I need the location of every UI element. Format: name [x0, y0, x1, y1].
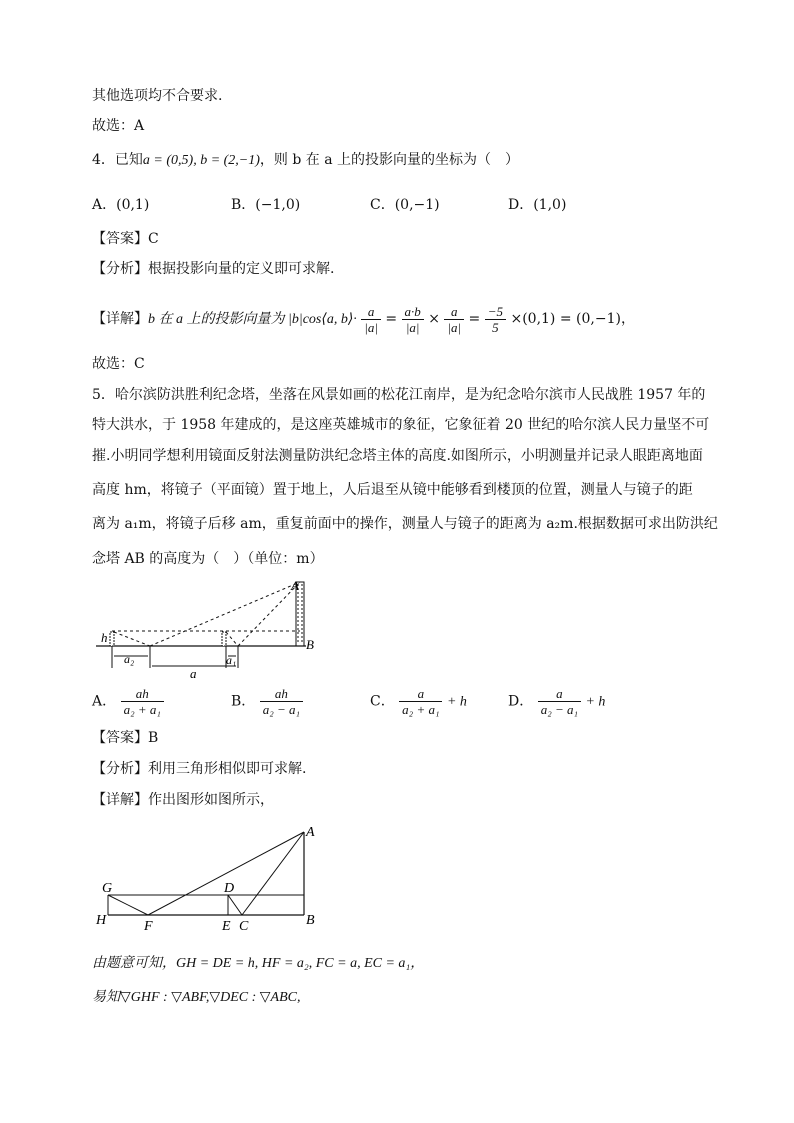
q5-paragraph: 摧.小明同学想利用镜面反射法测量防洪纪念塔主体的高度.如图所示，小明测量并记录人眼距离地面	[92, 448, 703, 464]
q5-paragraph: 高度 hm，将镜子（平面镜）置于地上，人后退至从镜中能够看到楼顶的位置，测量人与镜子的距	[92, 482, 693, 498]
q4-analysis: 【分析】根据投影向量的定义即可求解.	[92, 261, 335, 277]
label-F: F	[144, 919, 153, 930]
q5-answer: 【答案】B	[92, 730, 159, 746]
label-a1: a₁	[226, 653, 237, 667]
q4-choose: 故选：C	[92, 356, 145, 372]
q5-similar: 易知▽GHF : ▽ABF,▽DEC : ▽ABC,	[92, 990, 301, 1005]
label-D: D	[224, 881, 235, 896]
fraction: $\frac{a\cdot b}{|a|}$	[402, 304, 424, 335]
label-C: C	[239, 919, 249, 930]
q5-paragraph: 离为 a₁m，将镜子后移 am，重复前面中的操作，测量人与镜子的距离为 a₂m.根据数据可求出防洪纪	[92, 516, 718, 532]
label-H: H	[96, 913, 107, 928]
q5-known: 由题意可知，GH = DE = h, HF = a₂, FC = a, EC = a₁，	[92, 956, 425, 971]
q5-analysis: 【分析】利用三角形相似即可求解.	[92, 761, 307, 777]
q4-option-a: A．(0,1)	[92, 197, 150, 213]
q4-answer: 【答案】C	[92, 231, 159, 247]
tower-mirror-figure	[92, 576, 324, 684]
fraction: $\frac{-5}{5}$	[485, 304, 506, 335]
label-E: E	[222, 919, 231, 930]
label-B: B	[306, 913, 315, 928]
q4-detail: 【详解】b 在 a 上的投影向量为 |b|cos⟨a, b⟩· $\frac{a}{|a|}$ = $\frac{a\cdot b}{|a|}$ × $\frac{a}{|a|}$ = $\frac{-5}{5}$ ×(0,1) = (0,−1)，	[92, 303, 635, 335]
similar-triangles-figure	[92, 820, 324, 930]
q5-option-a: A． $\frac{ah}{\text{a₂ + a₁}}$	[92, 686, 164, 717]
q5-option-d: D． $\frac{a}{\text{a₂ − a₁}}$ + h	[508, 686, 606, 717]
q4-stem: 4．已知a = (0,5), b = (2,−1)，则 b 在 a 上的投影向量的坐标为（ ）	[92, 152, 520, 168]
q5-option-b: B． $\frac{ah}{\text{a₂ − a₁}}$	[231, 686, 303, 717]
label-A: A	[291, 578, 299, 593]
fraction: $\frac{a}{|a|}$	[361, 304, 381, 335]
fraction: $\frac{a}{|a|}$	[444, 304, 464, 335]
q5-paragraph: 5．哈尔滨防洪胜利纪念塔，坐落在风景如画的松花江南岸，是为纪念哈尔滨市人民战胜 1957 年的	[92, 387, 706, 403]
label-a2: a₂	[124, 652, 135, 666]
text-line: 故选：A	[92, 118, 145, 134]
q4-option-d: D．(1,0)	[508, 197, 567, 213]
label-B: B	[306, 637, 314, 652]
label-a: a	[190, 666, 197, 681]
q5-option-c: C． $\frac{a}{\text{a₂ + a₁}}$ + h	[370, 686, 467, 717]
q4-option-b: B．(−1,0)	[231, 197, 301, 213]
q5-detail: 【详解】作出图形如图所示，	[92, 792, 274, 808]
q5-paragraph: 特大洪水，于 1958 年建成的，是这座英雄城市的象征，它象征着 20 世纪的哈尔滨人民力量坚不可	[92, 417, 710, 433]
text-line: 其他选项均不合要求.	[92, 88, 223, 104]
label-A: A	[306, 825, 315, 840]
q4-option-c: C．(0,−1)	[370, 197, 440, 213]
label-G: G	[102, 881, 113, 896]
q5-paragraph: 念塔 AB 的高度为（ ）（单位：m）	[92, 551, 324, 567]
label-h: h	[101, 630, 108, 645]
